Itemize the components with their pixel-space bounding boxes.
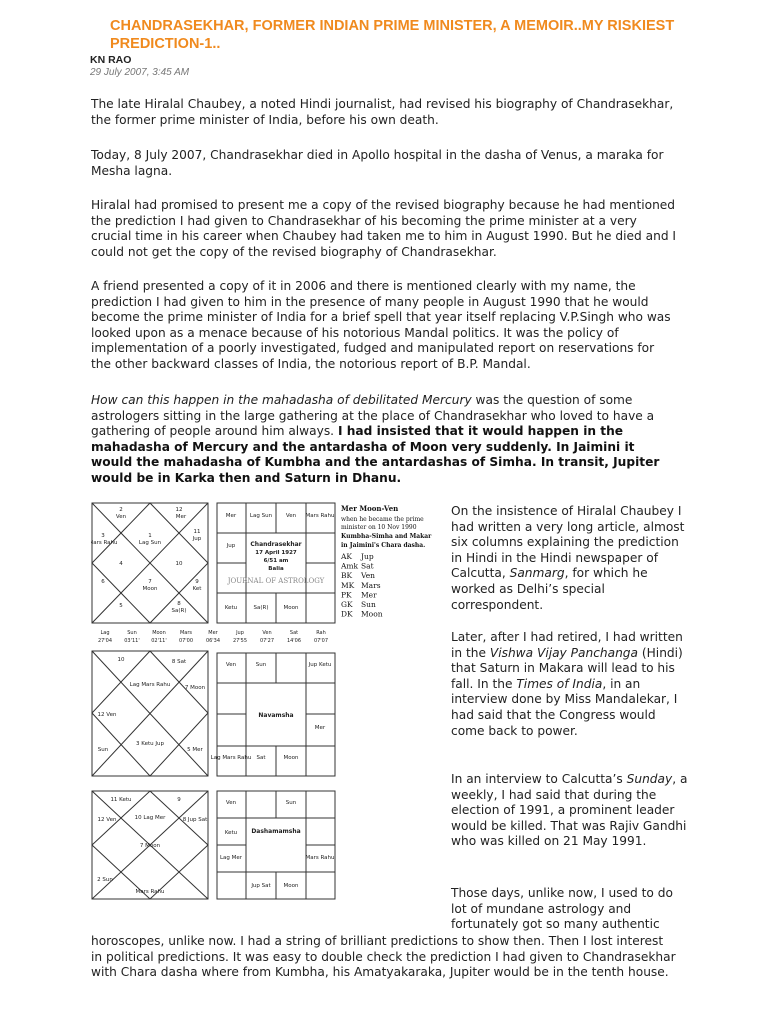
p5-bold: I had insisted that it would happen in the mahadasha of Mercury and the antardasha of Moon very suddenly. In Jaimini it would the mahadasha of Kumbha and the antardashas of Simha. In transit, Jupiter would be in Karka then and Saturn in Dhanu. — [91, 424, 660, 485]
wrap-paragraph-2 — [451, 630, 691, 739]
horoscope-figure — [91, 501, 443, 911]
rasi-n-h8: 8 — [177, 601, 181, 607]
rasi-n-moon: Moon — [142, 586, 158, 592]
nav-s-jupketu: Jup Ketu — [308, 662, 332, 668]
degree-value: 07'07 — [313, 638, 329, 644]
rasi-n-h10: 10 — [175, 561, 183, 567]
das-s-marsrahu: Mars Rahu — [305, 855, 335, 861]
paragraph-3: Hiralal had promised to present me a copy of the revised biography because he had mentioned the prediction I had given to Chandrasekhar of his becoming the prime minister at a very crucial time in his career when Chaubey had taken me to him in August 1990. But he died and I could not get the copy of the revised biography of Chandrasekhar. — [91, 198, 677, 259]
das-s-sun: Sun — [285, 800, 297, 806]
degree-label: Ven — [262, 630, 272, 636]
das-n-marsrahu: Mars Rahu — [135, 889, 165, 895]
degree-label: Moon — [152, 630, 166, 636]
paragraph-5 — [91, 393, 677, 487]
rasi-s-jup: Jup — [226, 543, 236, 549]
rasi-n-h6: 6 — [101, 579, 105, 585]
karaka-value: Moon — [361, 609, 383, 619]
karaka-value: Mars — [361, 580, 381, 590]
p5-normal: was the question of some astrologers sitting in the large gathering at the place of Chandrasekhar who loved to have a gathering of people around him always. — [91, 393, 655, 439]
w3-b: , a weekly, I had said that during the election of 1991, a prominent leader would be killed. That was Rajiv Gandhi who was killed on 21 May 1991. — [451, 772, 688, 849]
degree-label: Sat — [289, 630, 299, 636]
nav-n-7moon: 7 Moon — [184, 685, 206, 691]
navamsha-title: Navamsha — [258, 712, 294, 719]
rasi-s-name: Chandrasekhar — [250, 541, 302, 548]
karaka-key: AK — [341, 552, 353, 561]
rasi-n-h4: 4 — [119, 561, 123, 567]
karaka-value: Sun — [361, 600, 376, 609]
w1-end: , for which he worked as Delhi’s special correspondent. — [451, 566, 648, 612]
paragraph-6: horoscopes, unlike now. I had a string of brilliant predictions to show then. Then I lost interest in political predictions. It was easy to double check the prediction I had given to Chandrasekhar with Chara dasha where from Kumbha, his Amatyakaraka, Jupiter would be in the tenth house. — [91, 934, 676, 980]
nav-s-sat: Sat — [256, 755, 266, 761]
das-s-lagmer: Lag Mer — [219, 855, 243, 861]
rasi-s-moon: Moon — [283, 605, 299, 611]
p5-italic: How can this happen in the mahadasha of debilitated Mercury — [91, 393, 472, 407]
w1-text: On the insistence of Hiralal Chaubey I had written a very long article, almost six columns explaining the prediction in Hindi in the Hindi newspaper of Calcutta, — [451, 504, 685, 581]
karaka-key: DK — [341, 609, 353, 619]
rasi-north-labels — [91, 507, 202, 614]
w2-b: (Hindi) that Saturn in Makara will lead to his fall. In the — [451, 645, 683, 691]
rasi-n-marsrahu: Mars Rahu — [91, 540, 118, 546]
rasi-s-mer: Mer — [225, 513, 237, 519]
nav-s-ven: Ven — [225, 662, 237, 668]
legend-line4: in Jaimini's Chara dasha. — [341, 542, 426, 549]
rasi-n-h1: 1 — [148, 533, 152, 539]
nav-n-12ven: 12 Ven — [97, 712, 117, 718]
das-s-ketu: Ketu — [224, 830, 238, 836]
legend-line3: Kumbha-Simha and Makar — [341, 533, 432, 540]
paragraph-1: The late Hiralal Chaubey, a noted Hindi journalist, had revised his biography of Chandrasekhar, the former prime minister of India, before his own death. — [91, 97, 674, 127]
das-s-moon: Moon — [283, 883, 299, 889]
das-n-7moon: 7 Moon — [139, 843, 161, 849]
horoscope-charts-svg — [91, 501, 443, 911]
degree-value: 07'27 — [259, 638, 275, 644]
w3-a: In an interview to Calcutta’s — [451, 772, 627, 786]
nav-n-3ketu: 3 Ketu Jup — [136, 741, 164, 747]
rasi-s-marsrahu: Mars Rahu — [305, 513, 335, 519]
w2-a: Later, after I had retired, I had written in the — [451, 630, 683, 660]
wrap-paragraph-4: Those days, unlike now, I used to do lot of mundane astrology and fortunately got so many authentic — [451, 886, 673, 932]
rasi-n-h3: 3 — [101, 533, 105, 539]
degree-value: 03'11' — [124, 638, 140, 644]
nav-n-8sat: 8 Sat — [171, 659, 187, 665]
degree-value: 27'04 — [97, 638, 113, 644]
rasi-n-ven: Ven — [115, 514, 127, 520]
karaka-key: PK — [341, 590, 352, 600]
legend-heading: Mer Moon-Ven — [341, 504, 399, 513]
degree-label: Lag — [100, 630, 110, 636]
w1-italic: Sanmarg — [509, 566, 565, 581]
degree-value: 07'00 — [178, 638, 194, 644]
nav-n-5mer: 5 Mer — [187, 747, 203, 753]
nav-s-lag: Lag Mars Rahu — [210, 755, 252, 761]
rasi-s-lagsun: Lag Sun — [249, 513, 273, 519]
w2-italic1: Vishwa Vijay Panchanga — [489, 645, 639, 660]
degree-value: 14'06 — [286, 638, 302, 644]
karaka-key: GK — [341, 600, 353, 609]
das-s-jupsat: Jup Sat — [251, 883, 271, 889]
karaka-value: Ven — [361, 571, 375, 581]
das-n-12ven: 12 Ven — [97, 817, 117, 823]
rasi-n-jup: Jup — [192, 536, 202, 542]
rasi-n-h5: 5 — [119, 603, 123, 609]
journal-watermark: JOURNAL OF ASTROLOGY — [227, 577, 325, 585]
rasi-s-place: Balia — [268, 566, 284, 572]
rasi-s-ven: Ven — [285, 513, 297, 519]
rasi-south-labels — [225, 513, 335, 611]
rasi-n-h11: 11 — [193, 529, 201, 535]
w2-c: , in an interview done by Miss Mandalekar, I had said that the Congress would come back to power. — [451, 676, 678, 738]
nav-n-10: 10 — [117, 657, 125, 663]
das-n-9: 9 — [177, 797, 181, 803]
w2-italic2: Times of India — [516, 676, 603, 691]
rasi-s-date: 17 April 1927 — [255, 550, 297, 556]
w3-italic: Sunday — [626, 772, 673, 786]
degree-label: Mer — [208, 630, 218, 636]
degree-value: 02'11' — [151, 638, 167, 644]
degree-value: 06'34 — [205, 638, 221, 644]
paragraph-2: Today, 8 July 2007, Chandrasekhar died in Apollo hospital in the dasha of Venus, a maraka for Mesha lagna. — [91, 148, 664, 178]
article-title: CHANDRASEKHAR, FORMER INDIAN PRIME MINISTER, A MEMOIR..MY RISKIEST PREDICTION-1.. — [110, 18, 675, 52]
nav-n-lag: Lag Mars Rahu — [129, 682, 171, 688]
nav-s-sun: Sun — [255, 662, 267, 668]
karaka-key: BK — [341, 571, 353, 581]
rasi-n-h2: 2 — [119, 507, 123, 513]
legend-line1: when he became the prime — [341, 516, 424, 523]
rasi-n-lagsun: Lag Sun — [138, 540, 162, 546]
degree-label: Mars — [179, 630, 193, 636]
rasi-s-ketu: Ketu — [224, 605, 238, 611]
rasi-s-sat: Sa(R) — [253, 605, 269, 611]
das-n-2sun: 2 Sun — [97, 877, 113, 883]
post-date: 29 July 2007, 3:45 AM — [90, 67, 190, 78]
degree-label: Sun — [127, 630, 137, 636]
nav-n-sun: Sun — [97, 747, 109, 753]
nav-s-mer: Mer — [314, 725, 326, 731]
author-name[interactable]: KN RAO — [90, 54, 132, 66]
rasi-s-time: 6/51 am — [263, 558, 289, 564]
karaka-value: Mer — [361, 590, 377, 600]
karaka-key: Amk — [341, 561, 359, 571]
wrap-paragraph-1 — [451, 504, 691, 613]
degree-label: Jup — [236, 630, 244, 636]
das-n-10lag: 10 Lag Mer — [134, 815, 166, 821]
rasi-n-h12: 12 — [175, 507, 183, 513]
karaka-value: Jup — [361, 552, 374, 561]
degree-value: 27'55 — [232, 638, 248, 644]
das-n-11ketu: 11 Ketu — [110, 797, 132, 803]
karaka-rows — [340, 552, 383, 619]
karaka-key: MK — [341, 580, 355, 590]
das-s-ven: Ven — [225, 800, 237, 806]
paragraph-4: A friend presented a copy of it in 2006 and there is mentioned clearly with my name, the prediction I had given to him in the presence of many people in August 1990 that he would become the prime minister of India for a brief spell that year itself replacing V.P.Singh who was looked upon as a menace because of his notorious Mandal politics. It was the policy of implementation of a poorly investigated, fudged and manipulated report on reservations for the other backward classes of India, the notorious report of B.P. Mandal. — [91, 279, 671, 371]
degree-row — [98, 630, 328, 644]
rasi-n-ket: Ket — [192, 586, 202, 592]
degree-label: Rah — [316, 630, 326, 636]
dashamamsha-title: Dashamamsha — [251, 828, 301, 835]
rasi-n-h9: 9 — [195, 579, 199, 585]
wrap-paragraph-3 — [451, 772, 691, 850]
karaka-legend — [340, 504, 432, 619]
nav-s-moon: Moon — [283, 755, 299, 761]
legend-line2: minister on 10 Nov 1990 — [341, 524, 417, 531]
das-n-8jup: 8 Jup Sat — [182, 817, 208, 823]
rasi-n-sat: Sa(R) — [171, 608, 187, 614]
rasi-n-h7: 7 — [148, 579, 152, 585]
karaka-value: Sat — [361, 561, 374, 571]
rasi-n-mer: Mer — [175, 514, 187, 520]
